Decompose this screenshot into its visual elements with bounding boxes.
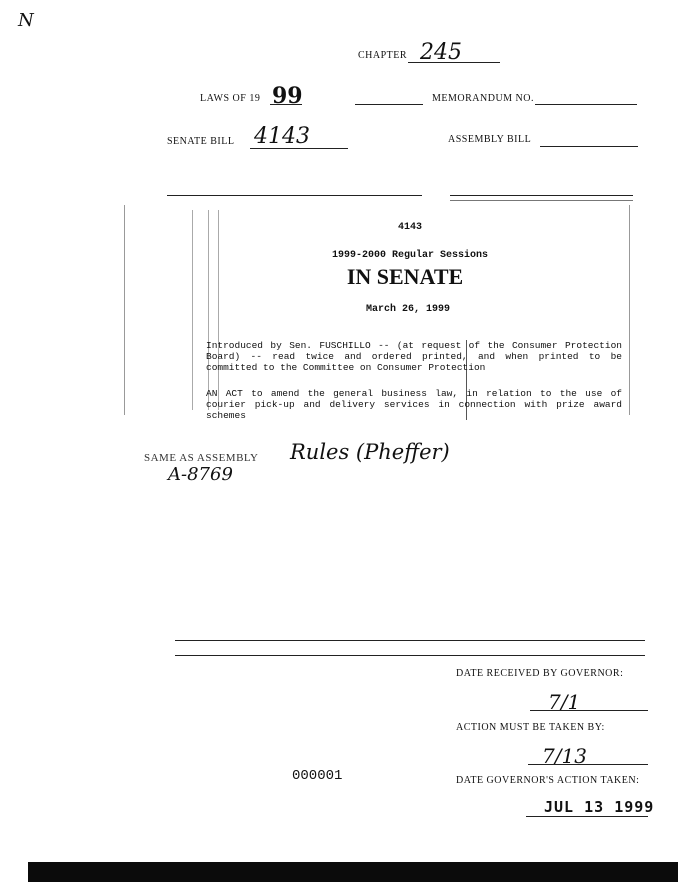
action-by-value: 7/13 bbox=[542, 744, 587, 768]
scan-mark bbox=[208, 210, 209, 410]
laws-label: LAWS OF 19 bbox=[200, 93, 261, 104]
lower-rule-1 bbox=[175, 640, 645, 641]
assembly-bill-label: ASSEMBLY BILL bbox=[448, 134, 532, 145]
senate-bill-value: 4143 bbox=[254, 124, 310, 149]
scan-edge-bar bbox=[28, 862, 678, 882]
memorandum-prefix-line bbox=[355, 104, 423, 105]
assembly-bill-underline bbox=[540, 146, 638, 147]
act-line: courier pick-up and delivery services in connection with prize award bbox=[206, 399, 622, 410]
upper-rule-left bbox=[167, 195, 422, 196]
memorandum-underline bbox=[535, 104, 637, 105]
senate-bill-label: SENATE BILL bbox=[167, 136, 235, 147]
scan-mark bbox=[629, 205, 630, 415]
laws-value: 99 bbox=[272, 83, 303, 109]
chapter-value: 245 bbox=[420, 40, 462, 65]
scan-mark bbox=[192, 210, 193, 410]
action-by-underline bbox=[528, 764, 648, 765]
action-taken-label: DATE GOVERNOR'S ACTION TAKEN: bbox=[456, 775, 640, 786]
intro-line: committed to the Committee on Consumer Protection bbox=[206, 362, 486, 373]
date-received-underline bbox=[530, 710, 648, 711]
act-paragraph bbox=[206, 388, 622, 421]
date-received-label: DATE RECEIVED BY GOVERNOR: bbox=[456, 668, 624, 679]
action-by-label: ACTION MUST BE TAKEN BY: bbox=[456, 722, 605, 733]
act-line: AN ACT to amend the general business law, in relation to the use of bbox=[206, 388, 622, 399]
memorandum-label: MEMORANDUM NO. bbox=[432, 93, 535, 104]
handwritten-sponsor: Rules (Pheffer) bbox=[290, 440, 450, 464]
act-line: schemes bbox=[206, 410, 246, 421]
upper-rule-right-2 bbox=[450, 200, 633, 201]
upper-rule-right bbox=[450, 195, 633, 196]
same-as-label: SAME AS ASSEMBLY bbox=[144, 452, 259, 464]
chapter-label: CHAPTER bbox=[358, 50, 408, 61]
intro-line: Board) -- read twice and ordered printed, and when printed to be bbox=[206, 351, 622, 362]
bill-number: 4143 bbox=[398, 222, 423, 233]
action-taken-stamp: JUL 13 1999 bbox=[544, 798, 655, 816]
handwritten-assembly-number: A-8769 bbox=[168, 464, 233, 485]
action-taken-underline bbox=[526, 816, 648, 817]
bill-date: March 26, 1999 bbox=[366, 304, 451, 315]
bill-session: 1999-2000 Regular Sessions bbox=[332, 250, 489, 261]
corner-handwritten-mark: N bbox=[18, 10, 34, 31]
intro-paragraph bbox=[206, 340, 622, 373]
scan-mark bbox=[124, 205, 125, 415]
chamber-title: IN SENATE bbox=[346, 264, 464, 289]
lower-rule-2 bbox=[175, 655, 645, 656]
page-number: 000001 bbox=[292, 768, 343, 784]
scan-mark bbox=[218, 210, 219, 410]
intro-line: Introduced by Sen. FUSCHILLO -- (at request of the Consumer Protection bbox=[206, 340, 622, 351]
date-received-value: 7/1 bbox=[548, 690, 581, 714]
